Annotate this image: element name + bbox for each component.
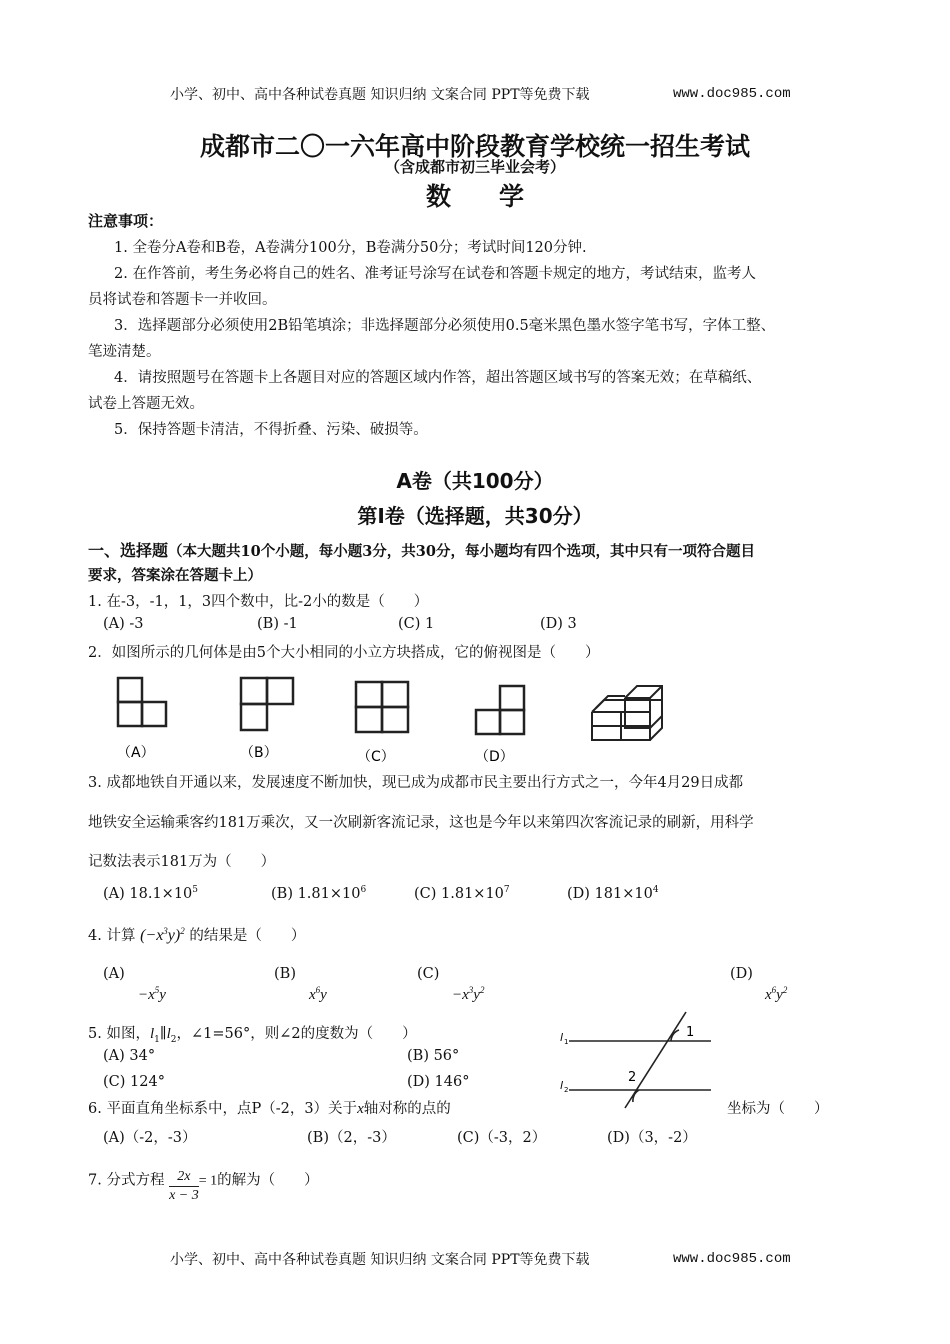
fig-angle-2: 2 [628, 1070, 637, 1085]
part-one-desc-2: 要求，答案涂在答题卡上） [88, 567, 262, 584]
part-one-heading [88, 538, 755, 561]
q3-option-b-exp: 6 [360, 885, 367, 895]
q4-d-yexp: 2 [782, 985, 788, 995]
q7-denominator: x − 3 [169, 1188, 199, 1203]
q4-option-d-math [765, 985, 787, 1004]
q3-option-b[interactable] [271, 885, 366, 902]
q3-option-a-exp: 5 [192, 885, 199, 895]
q3-option-c[interactable] [414, 885, 510, 902]
q6-option-b[interactable]: (B)（2，-3） [307, 1130, 396, 1146]
q1-stem: 1. 在-3，-1，1，3四个数中，比-2小的数是（ ） [88, 594, 429, 610]
q5-option-b[interactable]: (B) 56° [407, 1048, 460, 1064]
header-left: 小学、初中、高中各种试卷真题 知识归纳 文案合同 PPT等免费下载 [170, 87, 590, 103]
fig-l2-sub: 2 [564, 1086, 569, 1094]
q5-rest: ，∠1=56°，则∠2的度数为（ ） [176, 1026, 417, 1042]
q4-expression [140, 927, 185, 944]
page-title: 成都市二〇一六年高中阶段教育学校统一招生考试 [199, 132, 750, 161]
q4-c-yexp: 2 [479, 985, 485, 995]
q7-prefix: 7. 分式方程 [88, 1172, 165, 1189]
section-a-title: A卷（共100分） [396, 469, 554, 493]
q4-expr-e2: 2 [180, 926, 185, 936]
header-right[interactable]: www.doc985.com [673, 86, 791, 102]
q4-c-base: −x [452, 987, 469, 1003]
subject-title: 数学 [425, 182, 572, 211]
q5-l1: l [149, 1026, 155, 1042]
part-one-label: 一、选择题 [88, 541, 169, 560]
q2-label-a: （A） [117, 745, 155, 761]
q2-solid-figure [592, 686, 662, 740]
q6-stem-c: 坐标为（ ） [727, 1101, 829, 1117]
q2-figures [100, 672, 690, 772]
q3-option-c-exp: 7 [503, 885, 510, 895]
q7-equals: = 1 [198, 1173, 218, 1189]
section-part1-title: 第Ⅰ卷（选择题，共30分） [357, 504, 593, 528]
fig-l2: l [560, 1079, 564, 1092]
q3-option-d-exp: 4 [652, 885, 659, 895]
q2-label-c: （C） [357, 749, 395, 765]
q4-expr-y: y) [167, 927, 181, 944]
q4-option-c-label[interactable]: (C) [417, 966, 440, 982]
q4-d-exp: 6 [771, 985, 777, 995]
footer-right[interactable]: www.doc985.com [673, 1251, 791, 1267]
q6-option-d[interactable]: (D)（3，-2） [607, 1130, 697, 1146]
q4-option-a-math [138, 985, 166, 1004]
q1-option-c[interactable]: (C) 1 [398, 616, 435, 632]
q4-expr-base: (−x [140, 927, 164, 944]
page-subtitle: （含成都市初三毕业会考） [384, 158, 565, 176]
q4-option-c-math [452, 985, 484, 1004]
q4-b-base: x [309, 987, 316, 1003]
q5-option-c[interactable]: (C) 124° [103, 1074, 165, 1090]
q4-suffix: 的结果是（ ） [189, 928, 306, 944]
q4-option-d-label[interactable]: (D) [730, 966, 753, 982]
q4-d-y: y [776, 987, 783, 1003]
q4-c-exp: 3 [468, 985, 474, 995]
q2-figure-c [356, 682, 408, 732]
q7-numerator: 2x [169, 1168, 199, 1187]
notice-item: 员将试卷和答题卡一并收回。 [88, 292, 277, 308]
q4-d-base: x [765, 987, 772, 1003]
notice-item: 5．保持答题卡清洁，不得折叠、污染、破损等。 [114, 422, 428, 438]
q6-stem-a: 6. 平面直角坐标系中，点P（-2，3）关于 [88, 1101, 358, 1117]
q4-c-y: y [473, 987, 480, 1003]
q5-option-a[interactable]: (A) 34° [103, 1048, 156, 1064]
q5-l1-sub: 1 [154, 1034, 160, 1045]
q3-option-d-text: (D) 181×10 [567, 886, 653, 902]
q5-prefix: 5. 如图， [88, 1026, 150, 1042]
q4-b-exp: 6 [315, 985, 321, 995]
q1-option-a[interactable]: (A) -3 [103, 616, 144, 632]
notice-item: 笔迹清楚。 [88, 344, 161, 360]
fig-l1: l [560, 1031, 564, 1044]
fig-l1-sub: 1 [564, 1038, 569, 1046]
q4-stem [88, 924, 305, 945]
q6-option-c[interactable]: (C)（-3，2） [457, 1130, 547, 1146]
fig-angle-1: 1 [686, 1025, 695, 1040]
q5-figure [555, 1010, 725, 1110]
q3-option-b-text: (B) 1.81×10 [271, 886, 361, 902]
notice-item: 1. 全卷分A卷和B卷，A卷满分100分，B卷满分50分；考试时间120分钟. [114, 240, 587, 256]
q2-label-d: （D） [475, 749, 514, 765]
q3-line-1: 3. 成都地铁自开通以来，发展速度不断加快，现已成为成都市民主要出行方式之一，今年4月29日成都 [88, 775, 744, 791]
q2-label-b: （B） [240, 745, 278, 761]
q4-option-a-label[interactable]: (A) [103, 966, 125, 982]
q1-option-d[interactable]: (D) 3 [540, 616, 577, 632]
q2-stem: 2．如图所示的几何体是由5个大小相同的小立方块搭成，它的俯视图是（ ） [88, 645, 600, 661]
q5-stem [88, 1022, 417, 1045]
q4-prefix: 4. 计算 [88, 928, 136, 944]
q7-fraction [169, 1168, 199, 1205]
q3-option-a-text: (A) 18.1×10 [103, 886, 193, 902]
q4-b-y: y [320, 987, 327, 1003]
notice-item: 试卷上答题无效。 [88, 396, 204, 412]
q4-expr-e1: 3 [163, 926, 168, 936]
notice-item: 3．选择题部分必须使用2B铅笔填涂；非选择题部分必须使用0.5毫米黑色墨水签字笔书写，字体工整、 [114, 318, 776, 334]
q7-suffix: 的解为（ ） [217, 1172, 319, 1189]
q1-option-b[interactable]: (B) -1 [257, 616, 298, 632]
q5-parallel: ∥ [159, 1026, 167, 1042]
q4-option-b-math [309, 985, 327, 1004]
q6-stem-b: 轴对称的点的 [363, 1101, 451, 1117]
q4-a-base: −x [138, 987, 155, 1003]
q2-figure-d [476, 686, 524, 734]
footer-left: 小学、初中、高中各种试卷真题 知识归纳 文案合同 PPT等免费下载 [170, 1252, 590, 1268]
angle-2-arc [633, 1090, 639, 1102]
q4-a-exp: 5 [154, 985, 160, 995]
notice-item: 2. 在作答前，考生务必将自己的姓名、准考证号涂写在试卷和答题卡规定的地方，考试结束，监考人 [114, 266, 756, 282]
q5-l2-sub: 2 [170, 1034, 177, 1045]
notice-heading: 注意事项： [88, 212, 164, 230]
q5-l2: l [166, 1026, 171, 1042]
q2-figure-b [241, 678, 293, 730]
angle-1-arc [671, 1030, 679, 1041]
q5-option-d[interactable]: (D) 146° [407, 1074, 470, 1090]
q3-option-d[interactable] [567, 885, 659, 902]
q4-option-b-label[interactable]: (B) [274, 966, 296, 982]
q3-line-2: 地铁安全运输乘客约181万乘次，又一次刷新客流记录，这也是今年以来第四次客流记录的刷新，用科学 [88, 815, 754, 831]
q6-stem [88, 1097, 451, 1118]
part-one-desc: （本大题共10个小题，每小题3分，共30分，每小题均有四个选项，其中只有一项符合题目 [168, 543, 755, 560]
notice-item: 4．请按照题号在答题卡上各题目对应的答题区域内作答，超出答题区域书写的答案无效；在草稿纸、 [114, 370, 762, 386]
q3-line-3: 记数法表示181万为（ ） [88, 854, 276, 870]
q3-option-c-text: (C) 1.81×10 [414, 886, 504, 902]
q3-option-a[interactable] [103, 885, 198, 902]
q4-a-y: y [159, 987, 166, 1003]
q6-x: x [357, 1101, 364, 1117]
q6-option-a[interactable]: (A)（-2，-3） [103, 1130, 197, 1146]
q7-stem [88, 1162, 319, 1203]
q2-figure-a [118, 678, 166, 726]
